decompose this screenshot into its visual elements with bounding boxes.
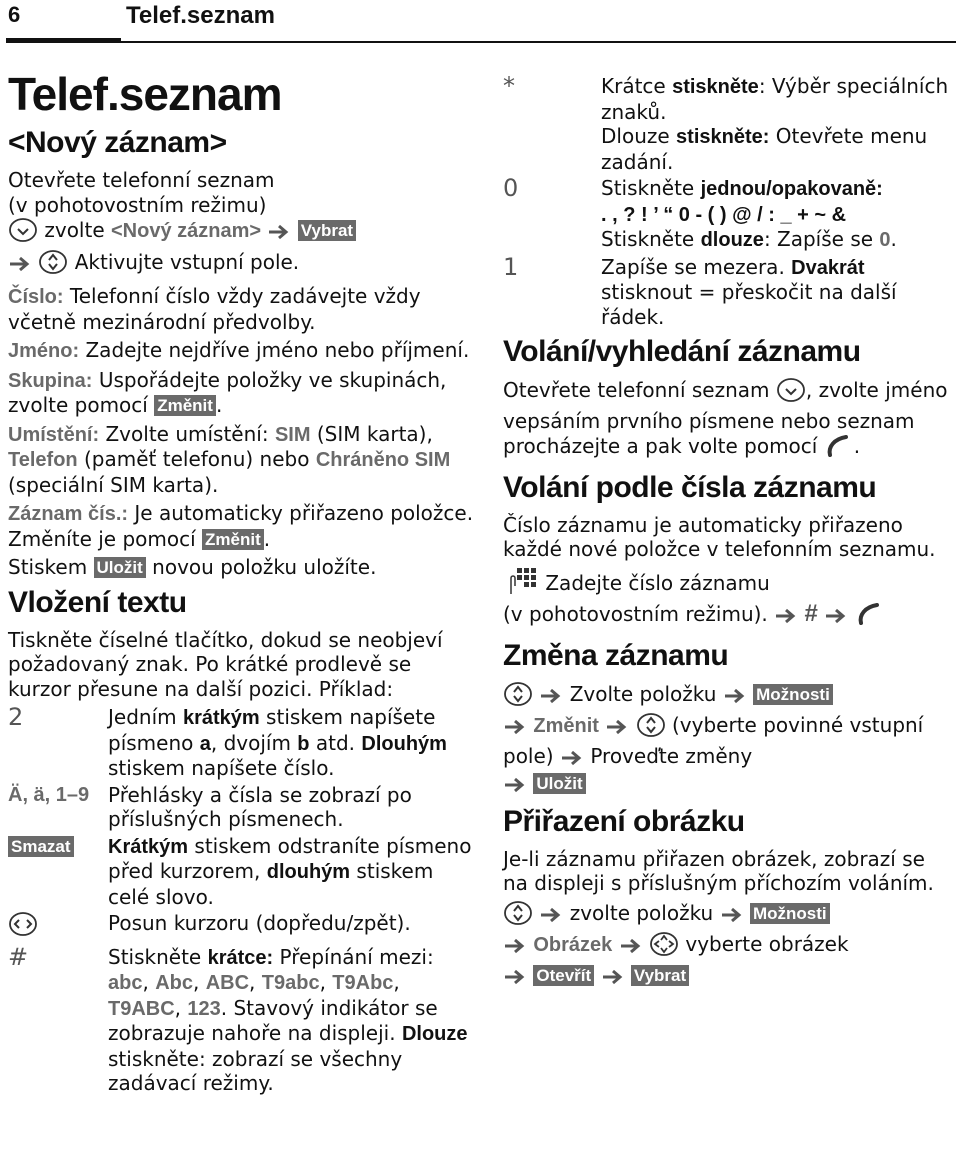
header-rule: [6, 41, 956, 43]
softkey-otevrit[interactable]: Otevřít: [533, 965, 594, 986]
change-heading: Změna záznamu: [503, 638, 729, 672]
text-input-heading: Vložení textu: [8, 585, 187, 619]
field-zaznam-cis: Záznam čís.: Je automaticky přiřazeno položce. Změníte je pomocí Změnit .: [8, 501, 474, 551]
nav-updown-icon: [38, 249, 68, 281]
arrow-right-icon: [503, 716, 527, 741]
nav-updown-icon: [503, 681, 533, 713]
key-row-smazat: Smazat Krátkým stiskem odstraníte písmeno před kurzorem, dlouhým stiskem celé slovo.: [8, 834, 478, 910]
arrow-right-icon: [503, 935, 527, 960]
field-skupina: Skupina: Uspořádejte položky ve skupinách, zvolte pomocí Změnit .: [8, 367, 447, 417]
left-column: [8, 60, 478, 1098]
softkey-smazat[interactable]: Smazat: [8, 836, 74, 857]
picture-heading: Přiřazení obrázku: [503, 804, 745, 838]
arrow-right-icon: [774, 605, 798, 630]
softkey-moznosti[interactable]: Možnosti: [753, 684, 833, 705]
field-jmeno: Jméno: Zadejte nejdříve jméno nebo příjmení.: [8, 338, 470, 362]
key-row-2: 2 Jedním krátkým stiskem napíšete písmeno a, dvojím b atd. Dlouhým stiskem napíšete číslo.: [8, 703, 447, 780]
picture-text: Je-li záznamu přiřazen obrázek, zobrazí se na displeji s příslušným příchozím voláním.: [503, 846, 934, 895]
keypad-icon: [503, 566, 539, 602]
call-number-text: Číslo záznamu je automaticky přiřazeno každé nové položce v telefonním seznamu.: [503, 512, 936, 561]
softkey-zmenit[interactable]: Změnit: [154, 395, 216, 416]
arrow-right-icon: [560, 747, 584, 772]
new-entry-heading: <Nový záznam>: [8, 126, 227, 159]
save-instruction: Stiskem Uložit novou položku uložíte.: [8, 555, 377, 579]
page-title: Telef.seznam: [8, 68, 282, 120]
field-cislo: Číslo: Telefonní číslo vždy zadávejte vždy včetně mezinárodní předvolby.: [8, 284, 421, 334]
softkey-zmenit[interactable]: Změnit: [202, 529, 264, 550]
new-entry-intro: Otevřete telefonní seznam (v pohotovostním režimu) zvolte <Nový záznam> Vybrat Aktivujte vstupní pole.: [8, 168, 478, 280]
nav-updown-icon: [503, 900, 533, 932]
nav-down-icon: [776, 377, 806, 409]
field-umisteni: Umístění: Zvolte umístění: SIM (SIM karta), Telefon (paměť telefonu) nebo Chráněno SIM (speciální SIM karta).: [8, 421, 451, 497]
call-heading: Volání/vyhledání záznamu: [503, 335, 861, 368]
arrow-right-icon: [720, 904, 744, 929]
arrow-right-icon: [824, 605, 848, 630]
change-steps: Zvolte položku Možnosti Změnit (vyberte povinné vstupní pole) Proveďte změny Uložit: [503, 681, 953, 799]
key-row-cursor: Posun kurzoru (dopředu/zpět).: [8, 911, 478, 943]
nav-left-right-icon: [8, 911, 38, 943]
arrow-right-icon: [601, 966, 625, 991]
nav-down-icon: [8, 217, 38, 249]
call-number-heading: Volání podle čísla záznamu: [503, 470, 877, 504]
arrow-right-icon: [267, 221, 291, 246]
softkey-ulozit[interactable]: Uložit: [533, 773, 585, 794]
text-input-intro: Tiskněte číselné tlačítko, dokud se neobjeví požadovaný znak. Po krátké prodlevě se kurzor přesune na další pozici. Příklad:: [8, 627, 443, 701]
key-row-hash: # Stiskněte krátce: Přepínání mezi: abc, Abc, ABC, T9abc, T9Abc, T9ABC, 123. Stavový indikátor se zobrazuje nahoře na displeji. Dlouze stiskněte: zobrazí se všechny zadávací režimy.: [8, 942, 468, 1095]
arrow-right-icon: [539, 685, 563, 710]
key-row-1: 1 Zapíše se mezera. Dvakrát stisknout = přeskočit na další řádek.: [503, 252, 897, 329]
arrow-right-icon: [619, 935, 643, 960]
arrow-right-icon: [723, 685, 747, 710]
picture-steps: zvolte položku Možnosti Obrázek vyberte obrázek Otevřít Vybrat: [503, 900, 953, 991]
arrow-right-icon: [539, 904, 563, 929]
nav-four-way-icon: [649, 931, 679, 963]
key-row-0: 0 Stiskněte jednou/opakovaně: . , ? ! ’ “ 0 - ( ) @ / : _ + ~ & Stiskněte dlouze: Zapíše se 0.: [503, 174, 897, 251]
key-row-umlauts: Ä, ä, 1–9 Přehlásky a čísla se zobrazí po příslušných písmenech.: [8, 782, 412, 831]
arrow-right-icon: [503, 966, 527, 991]
softkey-ulozit[interactable]: Uložit: [94, 557, 146, 578]
softkey-vybrat[interactable]: Vybrat: [298, 220, 356, 241]
arrow-right-icon: [8, 253, 32, 278]
key-row-star: * Krátce stiskněte: Výběr speciálních znaků. Dlouze stiskněte: Otevřete menu zadání.: [503, 72, 949, 174]
call-number-step: Zadejte číslo záznamu (v pohotovostním režimu). #: [503, 566, 953, 633]
softkey-vybrat[interactable]: Vybrat: [631, 965, 689, 986]
running-header: Telef.seznam: [126, 2, 275, 29]
call-text: Otevřete telefonní seznam , zvolte jméno vepsáním prvního písmene nebo seznam procházejte a pak volte pomocí .: [503, 377, 953, 465]
softkey-moznosti[interactable]: Možnosti: [750, 903, 830, 924]
call-key-icon: [855, 601, 885, 633]
arrow-right-icon: [503, 774, 527, 799]
page-number: 6: [8, 2, 21, 27]
right-column: [503, 72, 953, 994]
nav-updown-icon: [636, 712, 666, 744]
arrow-right-icon: [605, 716, 629, 741]
call-key-icon: [824, 433, 854, 465]
